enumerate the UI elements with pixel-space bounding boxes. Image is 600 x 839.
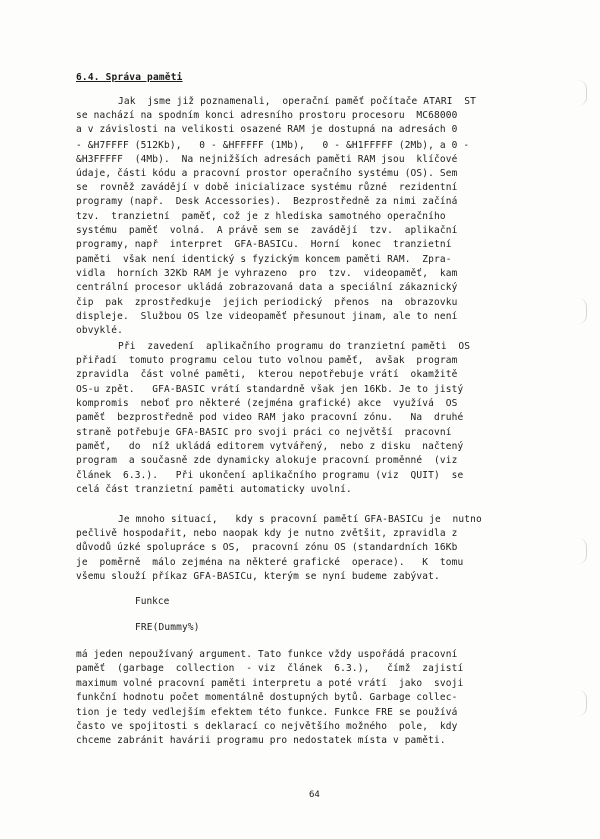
body-line: program a současně zde dynamicky alokuje pracovní proměnné (viz [76, 455, 458, 466]
body-line: přiřadí tomuto programu celou tuto volnou paměť, avšak program [76, 355, 458, 366]
body-line: kompromis neboť pro některé (zejména grafické) akce využívá OS [76, 398, 458, 409]
funkce-label: Funkce [135, 596, 170, 607]
body-line: čip pak zprostředkuje jejich periodický přenos na obrazovku [76, 297, 458, 308]
body-line: programy, např interpret GFA-BASICu. Horní konec tranzietní [76, 239, 452, 250]
body-line: displeje. Službou OS lze videopaměť přesunout jinam, ale to není [76, 311, 458, 322]
description-line: paměť (garbage collection - viz článek 6.3.), čímž zajistí [76, 663, 464, 675]
body-line: - &H7FFFF (512Kb), 0 - &HFFFFF (1Mb), 0 - &H1FFFFF (2Mb), a 0 - [76, 140, 470, 151]
body-line: tzv. tranzietní paměť, což je z hlediska samotného operačního [76, 211, 446, 222]
body-line: OS-u zpět. GFA-BASIC vrátí standardně však jen 16Kb. Je to jistý [76, 384, 464, 395]
body-line: a v závislosti na velikosti osazené RAM je dostupná na adresách 0 [76, 124, 458, 135]
body-line: paměti však není identický s fyzickým koncem paměti RAM. Zpra- [76, 254, 452, 265]
margin-mark [578, 80, 587, 106]
body-line: paměť bezprostředně pod video RAM jako pracovní zónu. Na druhé [76, 412, 464, 423]
description-line: chceme zabránit havárii programu pro nedostatek místa v paměti. [76, 735, 446, 747]
body-line: důvodů úzké spolupráce s OS, pracovní zónu OS (standardních 16Kb [76, 542, 458, 553]
description-line: funkční hodnotu počet momentálně dostupných bytů. Garbage collec- [76, 692, 458, 704]
margin-mark [578, 298, 587, 324]
description-line: maximum volné pracovní paměti interpretu a poté vrátí jako svoji [76, 677, 464, 689]
body-line: obvyklé. [76, 325, 123, 336]
margin-mark [578, 538, 587, 564]
body-line: systému paměť volná. A právě sem se zavádějí tzv. aplikační [76, 225, 458, 236]
section-heading: 6.4. Správa paměti [76, 72, 183, 83]
body-line: programy (např. Desk Accessories). Bezprostředně za nimi začíná [76, 196, 458, 207]
margin-mark [578, 690, 587, 716]
body-line: údaje, části kódu a pracovní prostor operačního systému (OS). Sem [76, 168, 458, 179]
body-line: celá část tranzietní paměti automaticky uvolní. [76, 484, 352, 495]
body-line: se rovněž zavádějí v době inicializace systému různé rezidentní [76, 182, 458, 193]
body-line: všemu slouží příkaz GFA-BASICu, kterým se nyní budeme zabývat. [76, 571, 440, 582]
body-line: straně potřebuje GFA-BASIC pro svoji práci co největší pracovní [76, 427, 452, 438]
body-line: Je mnoho situací, kdy s pracovní pamětí GFA-BASICu je nutno [118, 514, 482, 525]
body-line: Při zavedení aplikačního programu do tranzietní paměti OS [118, 341, 471, 352]
description-line: má jeden nepoužívaný argument. Tato funkce vždy uspořádá pracovní [76, 649, 458, 660]
body-line: je poměrně málo zejména na některé grafické operace). K tomu [76, 557, 464, 568]
body-line: zpravidla část volné paměti, kterou nepotřebuje vrátí okamžitě [76, 369, 458, 380]
body-line: centrální procesor ukládá zobrazovaná data a speciální zákaznický [76, 282, 458, 293]
body-line: vidla horních 32Kb RAM je vyhrazeno pro tzv. videopaměť, kam [76, 268, 458, 279]
description-line: tion je tedy vedlejším efektem této funkce. Funkce FRE se používá [76, 706, 458, 718]
page-number: 64 [309, 790, 320, 800]
body-line: pečlivě hospodařit, nebo naopak kdy je nutno zvětšit, zpravidla z [76, 528, 458, 539]
body-line: paměť, do níž ukládá editorem vytvářený, nebo z disku načtený [76, 441, 464, 452]
body-line: článek 6.3.). Při ukončení aplikačního programu (viz QUIT) se [76, 470, 464, 481]
body-line: &H3FFFFF (4Mb). Na nejnižších adresách paměti RAM jsou klíčové [76, 154, 458, 165]
description-line: často ve spojitosti s deklarací co největšího možného pole, kdy [76, 721, 458, 732]
body-line: Jak jsme již poznamenali, operační paměť počítače ATARI ST [118, 96, 477, 107]
function-signature: FRE(Dummy%) [135, 622, 200, 633]
body-line: se nachází na spodním konci adresního prostoru procesoru MC68000 [76, 110, 458, 121]
